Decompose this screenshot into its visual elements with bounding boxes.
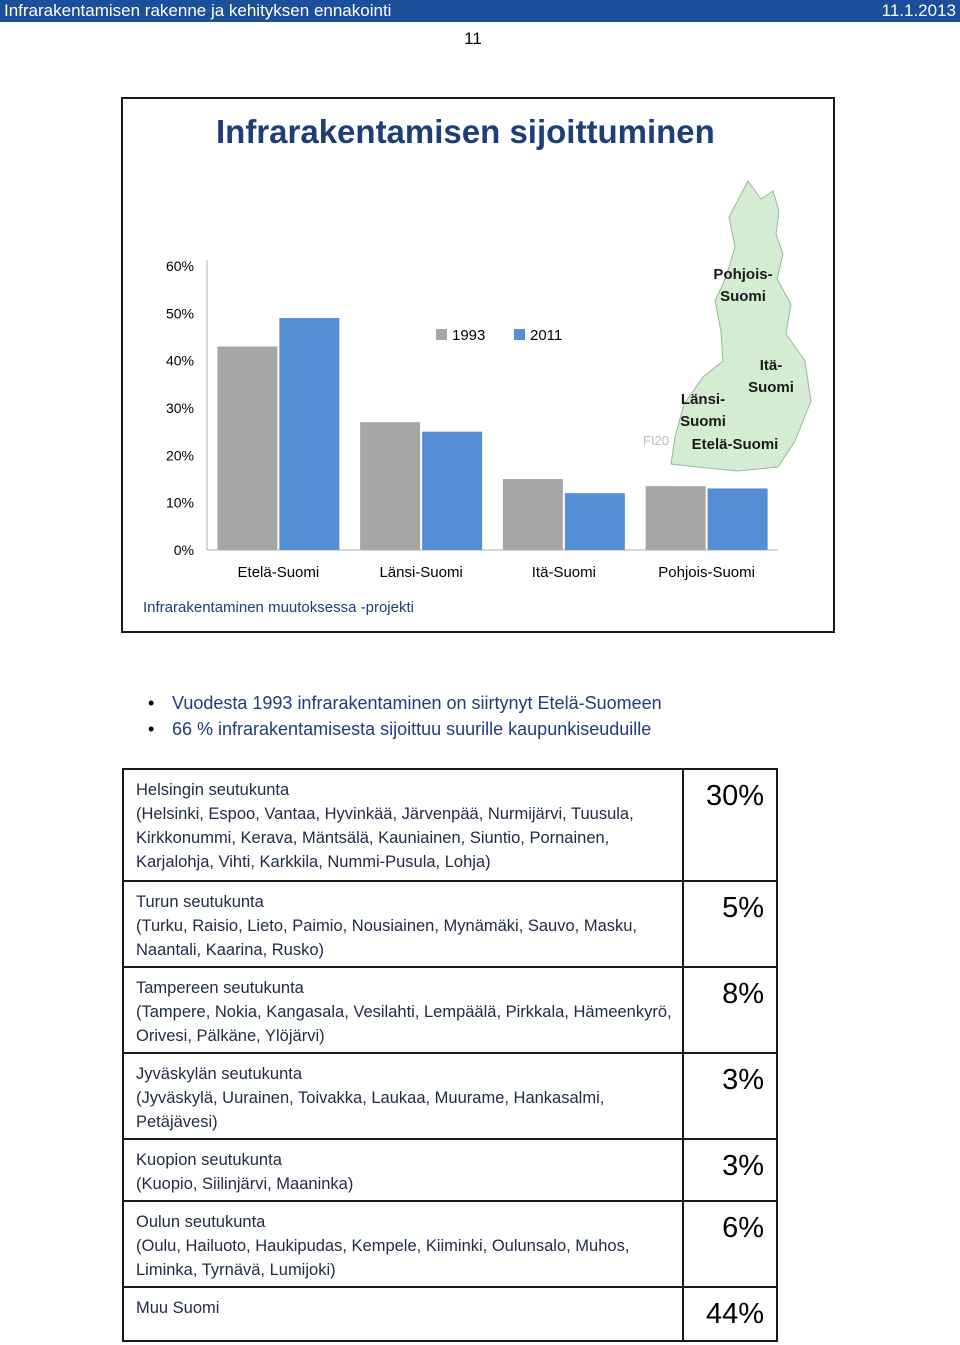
bullet-text: 66 % infrarakentamisesta sijoittuu suurille kaupunkiseuduille (172, 719, 652, 739)
map-label-etela-suomi: Etelä-Suomi (691, 436, 779, 453)
region-share-cell (682, 1054, 776, 1138)
x-category-label: Itä-Suomi (531, 564, 596, 581)
chart-legend (436, 327, 562, 344)
region-share-cell (682, 770, 776, 880)
bar-2011 (422, 432, 482, 550)
bar-2011 (565, 493, 625, 550)
region-share-cell (682, 882, 776, 966)
legend-label: 2011 (530, 327, 563, 344)
region-row (124, 882, 776, 968)
region-share: 5% (722, 892, 764, 924)
chart-category-labels (238, 564, 755, 581)
bullet-list (148, 690, 662, 742)
x-category-label: Länsi-Suomi (379, 564, 463, 581)
region-name: Tampereen seutukunta (136, 979, 304, 997)
bar-1993 (217, 346, 277, 550)
header-bar (0, 0, 960, 22)
map-code-label: FI20 (643, 433, 670, 448)
region-share-cell (682, 1140, 776, 1200)
region-row (124, 770, 776, 882)
bar-chart (123, 99, 833, 631)
region-members: (Oulu, Hailuoto, Haukipudas, Kempele, Kiiminki, Oulunsalo, Muhos, Liminka, Tyrnävä, Lumijoki) (136, 1237, 630, 1279)
slide-frame (121, 97, 835, 633)
region-members: (Jyväskylä, Uurainen, Toivakka, Laukaa, Muurame, Hankasalmi, Petäjävesi) (136, 1089, 605, 1131)
y-tick-label: 50% (165, 305, 194, 322)
region-description (136, 1062, 676, 1134)
y-tick-label: 20% (165, 447, 194, 464)
y-tick-label: 30% (165, 400, 194, 416)
bar-2011 (279, 318, 339, 550)
region-name: Jyväskylän seutukunta (136, 1065, 303, 1083)
bar-1993 (503, 479, 563, 550)
region-row (124, 1140, 776, 1202)
legend-label: 1993 (452, 327, 486, 344)
bar-1993 (646, 486, 706, 550)
slide-footer: Infrarakentaminen muutoksessa -projekti (143, 599, 414, 616)
region-table (122, 768, 778, 1342)
region-row (124, 1054, 776, 1140)
bullet-dot: • (148, 719, 155, 739)
region-description (136, 1210, 676, 1282)
region-share: 3% (722, 1150, 764, 1182)
region-description (136, 976, 676, 1048)
region-description (136, 890, 676, 962)
bar-1993 (360, 422, 420, 550)
region-row (124, 1202, 776, 1288)
region-share: 30% (705, 780, 764, 812)
region-members: (Helsinki, Espoo, Vantaa, Hyvinkää, Järvenpää, Nurmijärvi, Tuusula, Kirkkonummi, Kerava, Mäntsälä, Kauniainen, Siuntio, Pornainen, Karjalohja, Vihti, Karkkila, Nummi-Pusula, Lohja) (136, 805, 634, 871)
region-name: Oulun seutukunta (136, 1213, 266, 1231)
region-description (136, 1296, 676, 1320)
region-name: Kuopion seutukunta (136, 1151, 282, 1169)
legend-swatch (514, 329, 525, 340)
map-label-pohjois-suomi: Pohjois-Suomi (713, 266, 773, 305)
region-share: 8% (722, 978, 764, 1010)
region-row (124, 968, 776, 1054)
document-title: Infrarakentamisen rakenne ja kehityksen ennakointi (4, 1, 392, 20)
y-tick-label: 40% (165, 352, 194, 369)
region-description (136, 778, 676, 874)
region-members: (Kuopio, Siilinjärvi, Maaninka) (136, 1175, 354, 1193)
region-description (136, 1148, 676, 1196)
map-label-ita-suomi: Itä-Suomi (748, 357, 794, 396)
y-tick-label: 10% (165, 494, 194, 511)
bar-2011 (708, 488, 768, 550)
region-name: Muu Suomi (136, 1299, 220, 1317)
slide-title: Infrarakentamisen sijoittuminen (216, 113, 715, 150)
region-name: Helsingin seutukunta (136, 781, 290, 799)
x-category-label: Pohjois-Suomi (658, 564, 755, 581)
region-share: 44% (705, 1298, 764, 1330)
region-share: 6% (722, 1212, 764, 1244)
region-share-cell (682, 1288, 776, 1340)
region-row (124, 1288, 776, 1340)
region-name: Turun seutukunta (136, 893, 264, 911)
bullet-dot: • (148, 693, 155, 713)
region-members: (Tampere, Nokia, Kangasala, Vesilahti, Lempäälä, Pirkkala, Hämeenkyrö, Orivesi, Pälkäne, Ylöjärvi) (136, 1003, 672, 1045)
region-share-cell (682, 1202, 776, 1286)
legend-swatch (436, 329, 447, 340)
map-label-lansi-suomi: Länsi-Suomi (680, 391, 726, 430)
bullet-item (148, 690, 662, 716)
bullet-text: Vuodesta 1993 infrarakentaminen on siirtynyt Etelä-Suomeen (172, 693, 662, 713)
page-number: 11 (464, 29, 482, 48)
region-members: (Turku, Raisio, Lieto, Paimio, Nousiainen, Mynämäki, Sauvo, Masku, Naantali, Kaarina, Rusko) (136, 917, 638, 959)
bullet-item (148, 716, 662, 742)
region-share: 3% (722, 1064, 764, 1096)
y-tick-label: 60% (165, 258, 194, 274)
y-tick-label: 0% (173, 542, 194, 558)
region-share-cell (682, 968, 776, 1052)
x-category-label: Etelä-Suomi (237, 564, 320, 581)
document-date: 11.1.2013 (881, 1, 956, 20)
